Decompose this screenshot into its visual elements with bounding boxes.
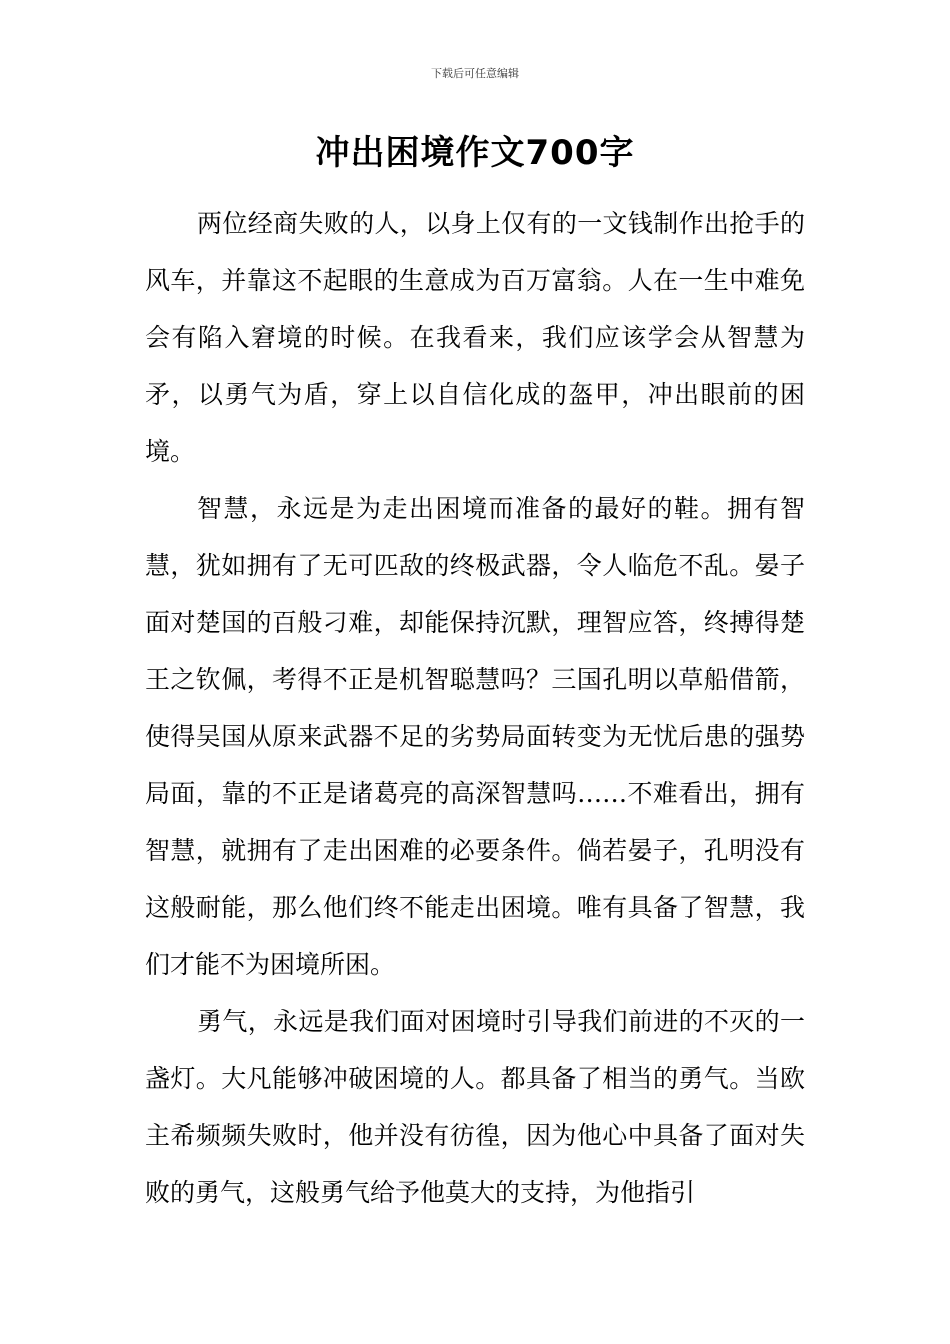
page-header-note: 下载后可任意编辑 — [431, 67, 519, 80]
document-title: 冲出困境作文700字 — [315, 133, 635, 173]
paragraph-wisdom: 智慧，永远是为走出困境而准备的最好的鞋。拥有智慧，犹如拥有了无可匹敌的终极武器，令人临危不乱。晏子面对楚国的百般刁难，却能保持沉默，理智应答，终搏得楚王之钦佩，考得不正是机智聪慧吗？三国孔明以草船借箭，使得吴国从原来武器不足的劣势局面转变为无忧后患的强势局面，靠的不正是诸葛亮的高深智慧吗……不难看出，拥有智慧，就拥有了走出困难的必要条件。倘若晏子，孔明没有这般耐能，那么他们终不能走出困境。唯有具备了智慧，我们才能不为困境所困。 — [145, 494, 805, 979]
paragraph-intro: 两位经商失败的人，以身上仅有的一文钱制作出抢手的风车，并靠这不起眼的生意成为百万富翁。人在一生中难免会有陷入窘境的时候。在我看来，我们应该学会从智慧为矛，以勇气为盾，穿上以自信化成的盔甲，冲出眼前的困境。 — [145, 209, 805, 466]
document-body — [145, 195, 805, 1221]
paragraph-courage: 勇气，永远是我们面对困境时引导我们前进的不灭的一盏灯。大凡能够冲破困境的人。都具备了相当的勇气。当欧主希频频失败时，他并没有彷徨，因为他心中具备了面对失败的勇气，这般勇气给予他莫大的支持，为他指引 — [145, 1007, 805, 1207]
